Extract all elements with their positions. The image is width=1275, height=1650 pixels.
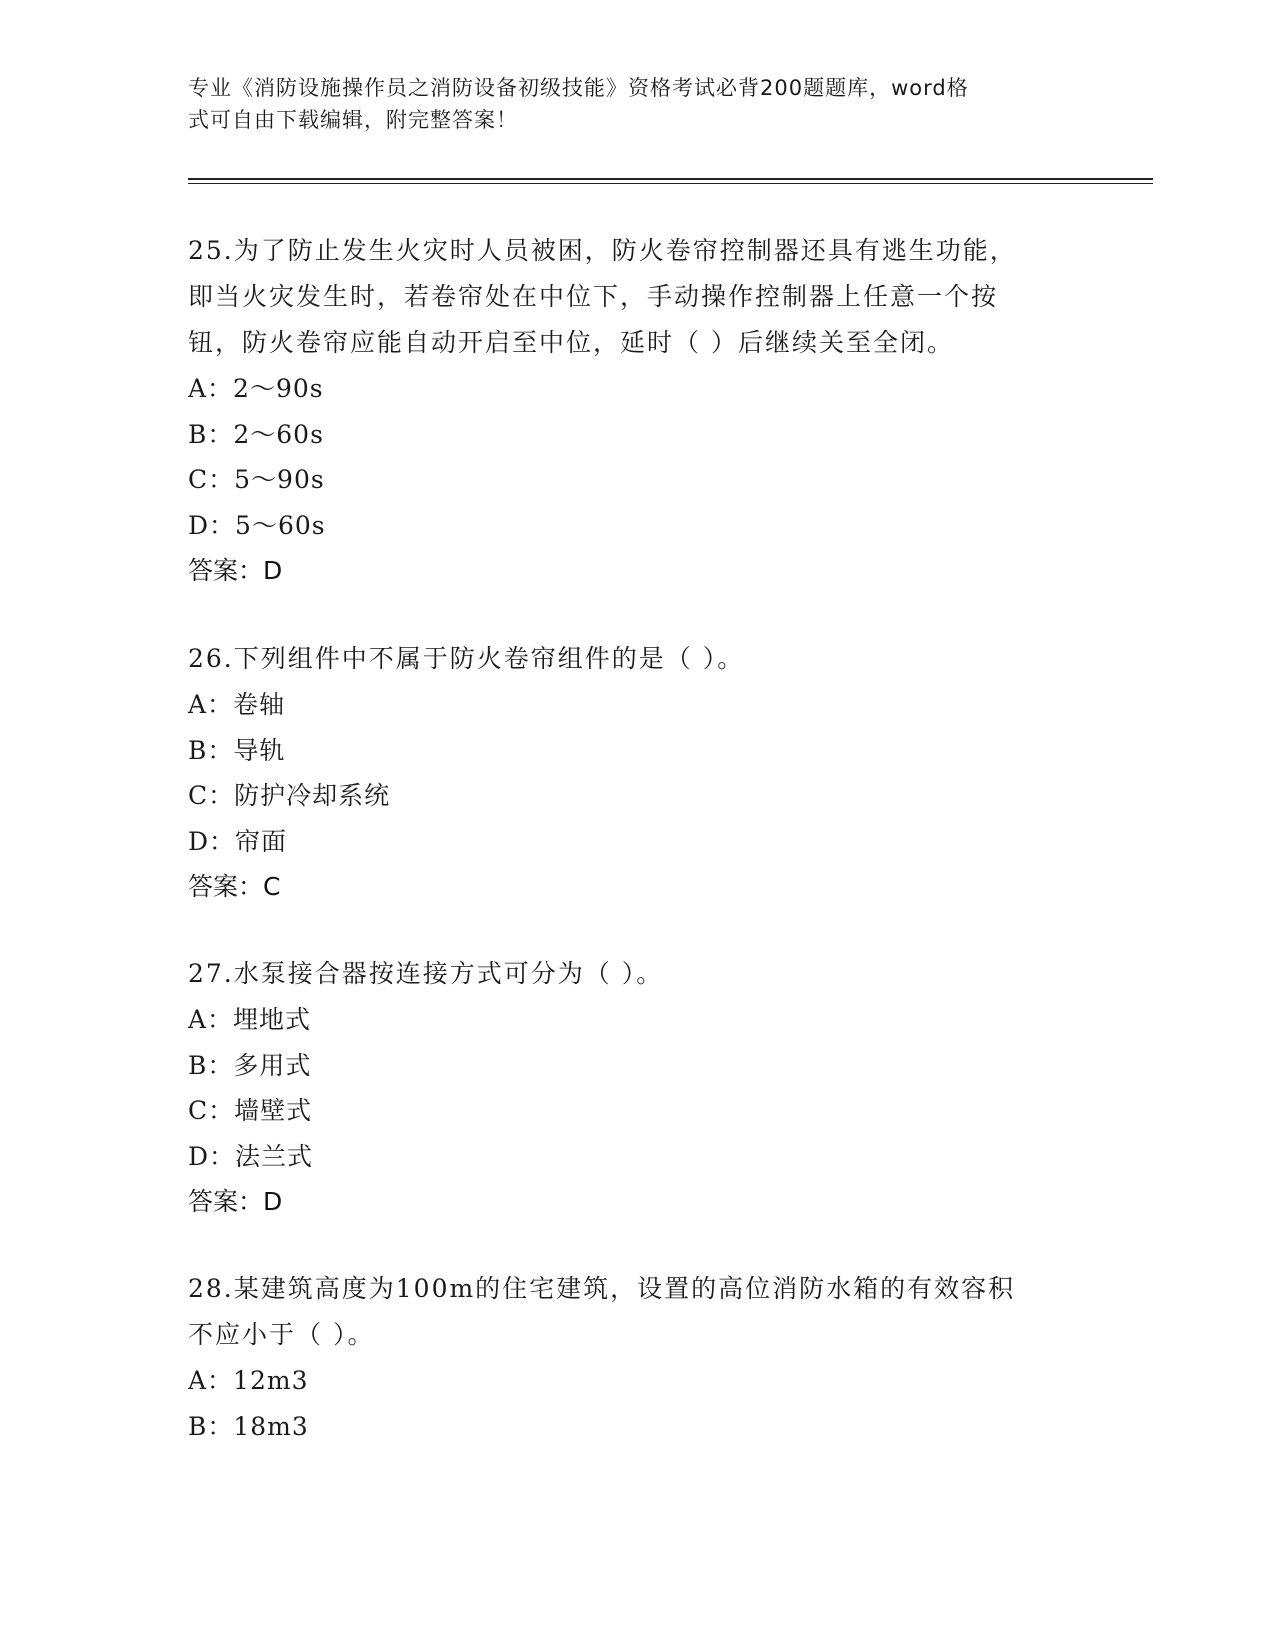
question-28 — [188, 1266, 1068, 1449]
option-d: D：帘面 — [188, 826, 288, 856]
option-d: D：5～60s — [188, 510, 326, 540]
option-c: C：墙壁式 — [188, 1096, 313, 1125]
document-header — [188, 72, 1068, 136]
option-c: C：5～90s — [188, 465, 325, 494]
header-line-2: 式可自由下载编辑，附完整答案！ — [188, 108, 518, 132]
option-d: D：法兰式 — [188, 1141, 314, 1171]
option-a: A：12m3 — [188, 1366, 309, 1395]
question-stem-line: 28.某建筑高度为100m的住宅建筑，设置的高位消防水箱的有效容积 — [188, 1274, 1016, 1303]
option-b: B：多用式 — [188, 1050, 312, 1080]
question-stem-line: 25.为了防止发生火灾时人员被困，防火卷帘控制器还具有逃生功能， — [188, 236, 1017, 265]
question-27 — [188, 951, 1068, 1225]
question-stem-line: 钮，防火卷帘应能自动开启至中位，延时（ ）后继续关至全闭。 — [188, 328, 954, 357]
option-a: A：埋地式 — [188, 1005, 312, 1034]
question-stem-line: 27.水泵接合器按连接方式可分为（ ）。 — [188, 959, 664, 988]
question-stem-line: 不应小于（ ）。 — [188, 1320, 375, 1349]
header-line-1: 专业《消防设施操作员之消防设备初级技能》资格考试必背200题题库，word格 — [188, 76, 969, 100]
option-a: A：卷轴 — [188, 690, 286, 719]
answer: 答案：C — [188, 872, 281, 901]
header-divider — [188, 178, 1153, 180]
option-b: B：18m3 — [188, 1411, 309, 1441]
option-c: C：防护冷却系统 — [188, 781, 391, 810]
question-26 — [188, 636, 1068, 910]
question-stem-line: 即当火灾发生时，若卷帘处在中位下，手动操作控制器上任意一个按 — [188, 282, 999, 311]
option-b: B：2～60s — [188, 419, 324, 449]
question-stem-line: 26.下列组件中不属于防火卷帘组件的是（ ）。 — [188, 644, 745, 673]
option-a: A：2～90s — [188, 374, 324, 403]
question-25 — [188, 228, 1068, 594]
option-b: B：导轨 — [188, 735, 286, 765]
header-divider-thin — [188, 183, 1153, 184]
answer: 答案：D — [188, 556, 283, 585]
answer: 答案：D — [188, 1187, 283, 1216]
